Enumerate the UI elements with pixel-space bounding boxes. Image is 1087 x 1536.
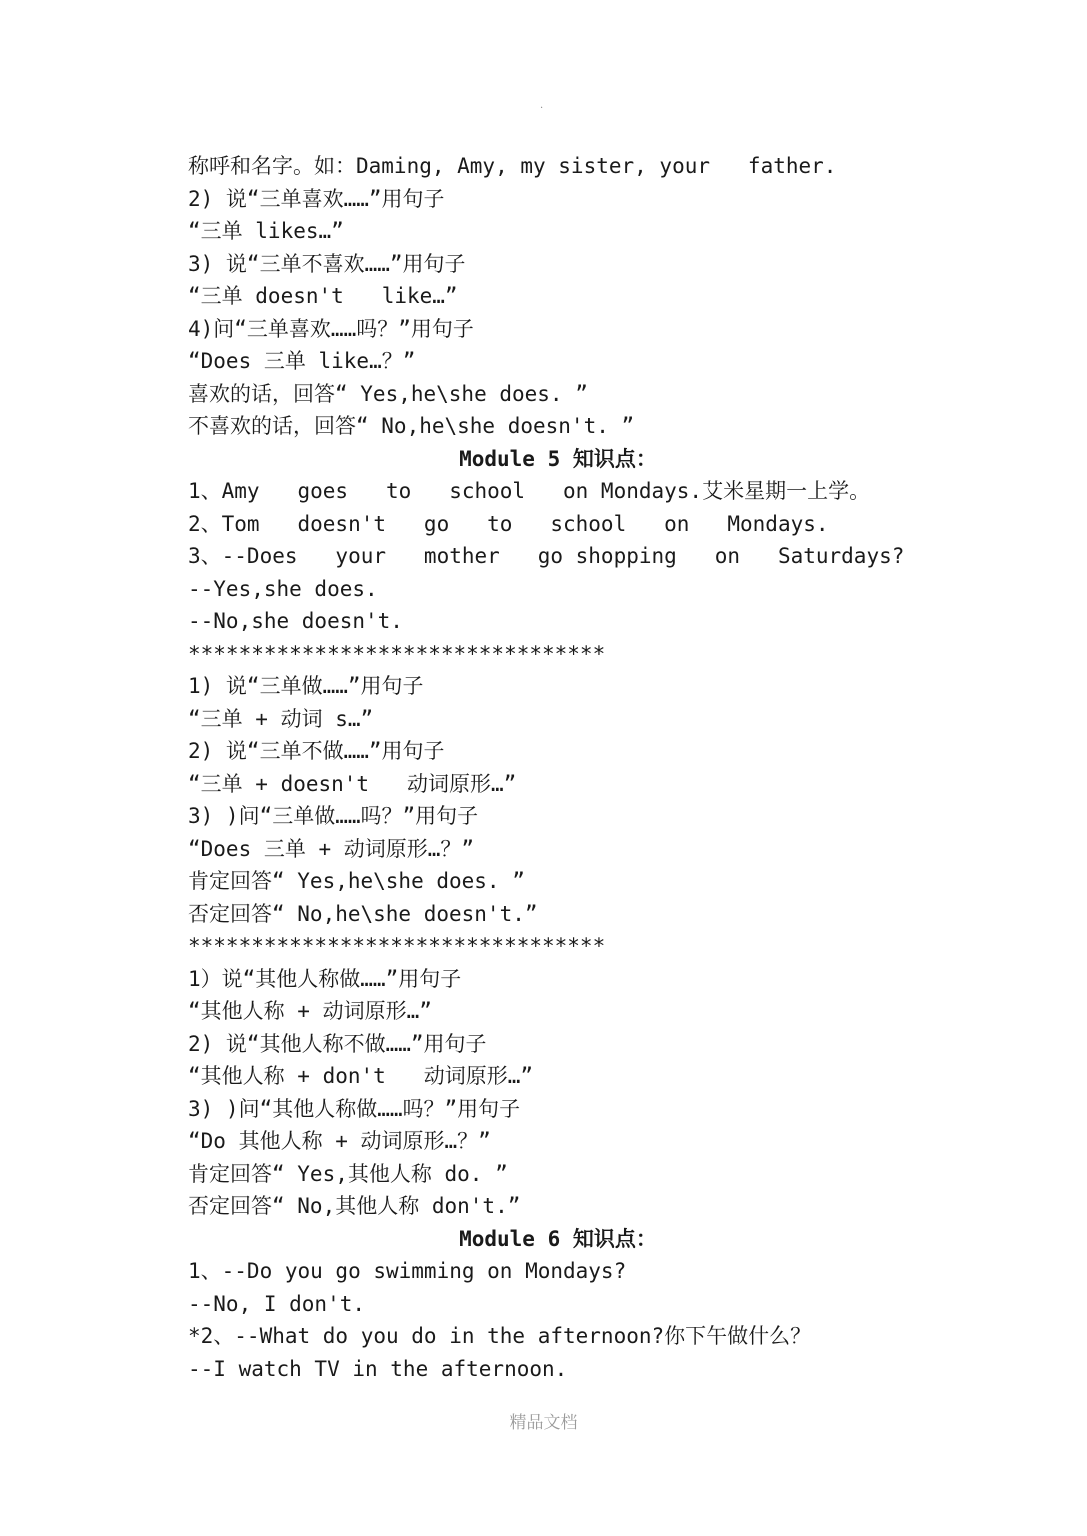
text-line: “Do 其他人称 + 动词原形…？” xyxy=(188,1129,491,1153)
text-line: “Does 三单 + 动词原形…？” xyxy=(188,836,475,861)
text-line: “三单 doesn't like…” xyxy=(188,284,458,308)
text-line: 1、Amy goes to school on Mondays.艾米星期一上学。 xyxy=(188,479,871,503)
text-line: 肯定回答“ Yes,其他人称 do. ” xyxy=(188,1161,508,1186)
text-line: 2) 说“三单喜欢……”用句子 xyxy=(188,186,445,211)
text-line: 称呼和名字。如：Daming, Amy, my sister, your father. xyxy=(188,154,837,178)
text-line: 3) )问“其他人称做……吗？”用句子 xyxy=(188,1096,521,1121)
text-line: *2、--What do you do in the afternoon?你下午做什么？ xyxy=(188,1324,812,1348)
text-line: 3) )问“三单做……吗？”用句子 xyxy=(188,804,479,828)
text-line: 2) 说“三单不做……”用句子 xyxy=(188,739,445,763)
text-line: 否定回答“ No,he\she doesn't.” xyxy=(188,901,538,926)
text-line: 3) 说“三单不喜欢……”用句子 xyxy=(188,251,466,276)
text-line: 2、Tom doesn't go to school on Mondays. xyxy=(188,511,829,536)
text-line: 1、--Do you go swimming on Mondays? xyxy=(188,1259,627,1283)
text-line: 肯定回答“ Yes,he\she does. ” xyxy=(188,869,525,893)
text-line: 4)问“三单喜欢……吗？”用句子 xyxy=(188,316,474,341)
text-line: “Does 三单 like…？” xyxy=(188,349,416,373)
text-line: --Yes,she does. xyxy=(188,576,378,601)
text-line: 喜欢的话，回答“ Yes,he\she does. ” xyxy=(188,381,588,406)
text-line: “其他人称 + 动词原形…” xyxy=(188,999,432,1023)
text-line: 不喜欢的话，回答“ No,he\she doesn't. ” xyxy=(188,414,635,438)
text-line: 1）说“其他人称做……”用句子 xyxy=(188,966,462,991)
section-heading: Module 6 知识点： xyxy=(459,1226,657,1251)
text-line: --No, I don't. xyxy=(188,1291,366,1316)
text-line: ********************************* xyxy=(188,934,606,958)
text-line: --No,she doesn't. xyxy=(188,609,403,633)
text-line: 2) 说“其他人称不做……”用句子 xyxy=(188,1031,487,1056)
text-line: “三单 + 动词 s…” xyxy=(188,706,374,731)
text-line: ********************************* xyxy=(188,641,606,666)
text-line: 否定回答“ No,其他人称 don't.” xyxy=(188,1194,521,1218)
text-line: “三单 likes…” xyxy=(188,219,344,243)
text-line: “其他人称 + don't 动词原形…” xyxy=(188,1064,534,1088)
text-line: 1) 说“三单做……”用句子 xyxy=(188,674,424,698)
top-mark: . xyxy=(540,100,544,111)
section-heading: Module 5 知识点： xyxy=(459,446,657,471)
text-line: “三单 + doesn't 动词原形…” xyxy=(188,771,517,796)
text-line: --I watch TV in the afternoon. xyxy=(188,1356,568,1381)
text-line: 3、--Does your mother go shopping on Saturdays? xyxy=(188,544,905,568)
footer-watermark: 精品文档 xyxy=(509,1413,578,1433)
document-body xyxy=(188,150,928,1385)
